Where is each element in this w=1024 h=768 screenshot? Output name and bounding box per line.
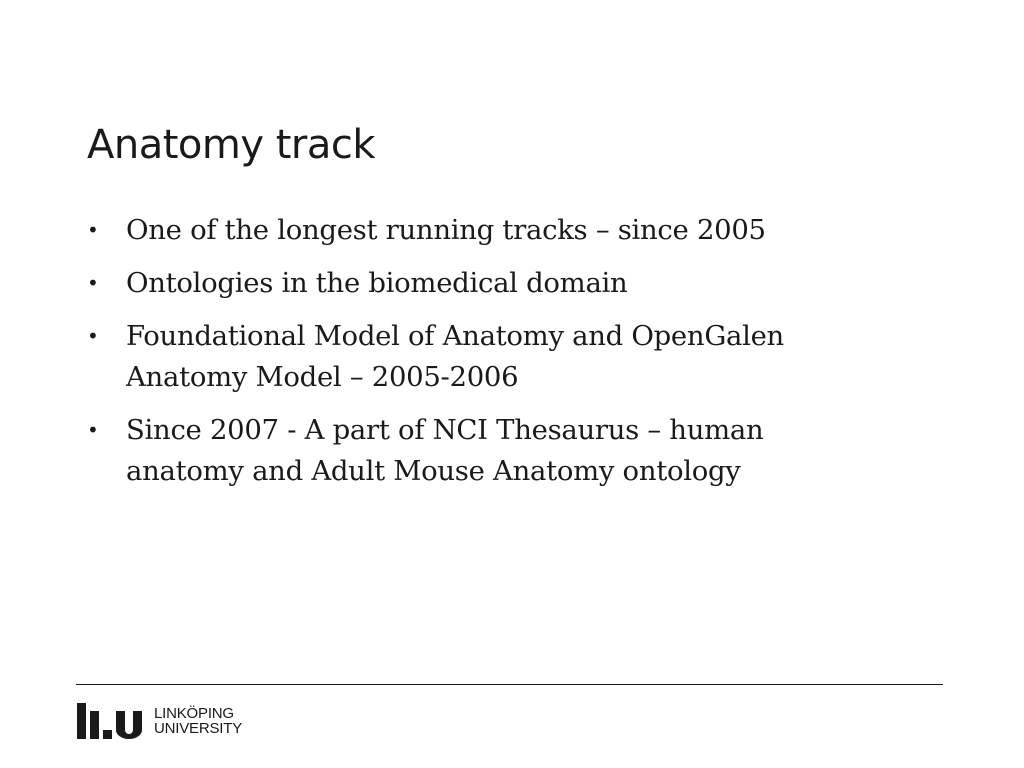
bullet-text: Since 2007 - A part of NCI Thesaurus – human anatomy and Adult Mouse Anatomy ontology xyxy=(126,414,764,487)
logo-wordmark xyxy=(154,706,242,736)
footer-divider xyxy=(76,684,943,685)
bullet-item xyxy=(87,263,887,304)
bullet-icon: • xyxy=(87,418,99,442)
logo-line-1: LINKÖPING xyxy=(154,705,234,722)
bullet-text: Foundational Model of Anatomy and OpenGalen Anatomy Model – 2005-2006 xyxy=(126,320,784,393)
bullet-text: Ontologies in the biomedical domain xyxy=(126,267,628,299)
bullet-icon: • xyxy=(87,324,99,348)
bullet-text: One of the longest running tracks – since 2005 xyxy=(126,214,766,246)
bullet-item xyxy=(87,316,887,398)
bullet-item xyxy=(87,210,887,251)
bullet-icon: • xyxy=(87,271,99,295)
slide-title: Anatomy track xyxy=(87,122,376,168)
bullet-item xyxy=(87,410,887,492)
liu-logo-icon xyxy=(76,701,148,741)
bullet-list xyxy=(87,210,887,504)
university-logo xyxy=(76,701,242,741)
bullet-icon: • xyxy=(87,218,99,242)
logo-line-2: UNIVERSITY xyxy=(154,720,243,737)
